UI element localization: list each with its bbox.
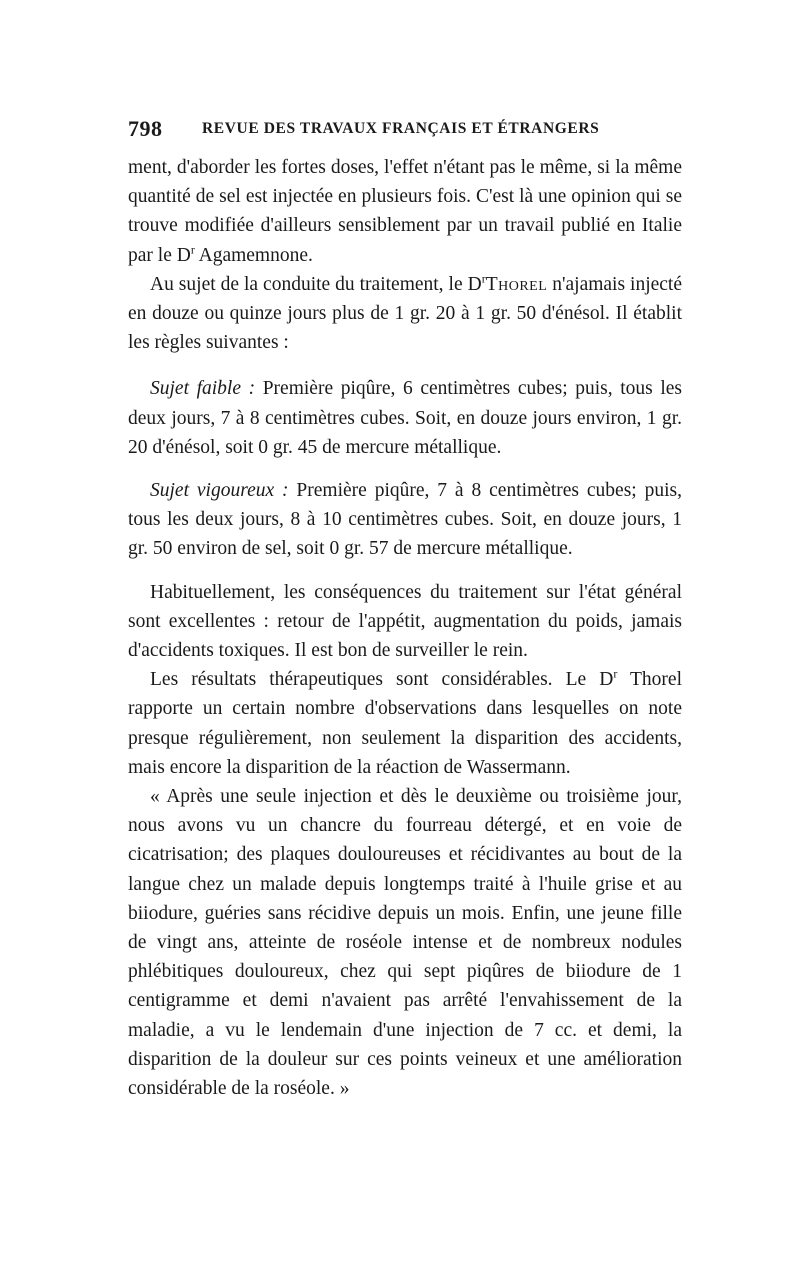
page-header: [128, 116, 688, 144]
subject-label: Sujet faible :: [150, 378, 256, 400]
doctor-abbrev-sup: r: [190, 242, 195, 257]
paragraph-consequences: [128, 578, 682, 666]
subject-label: Sujet vigoureux :: [150, 480, 289, 502]
body-text: [128, 153, 682, 1103]
paragraph-text: Au sujet de la conduite du traitement, le: [150, 273, 468, 295]
paragraph-text: « Après une seule injection et dès le deuxième ou troisième jour, nous avons vu un chancre du fourreau détergé, et en voie de cicatrisation; des plaques douloureuses et récidivantes au bout de la langue chez un malade depuis longtemps traité à l'huile grise et au biiodure, guéries sans récidive depuis un mois. Enfin, une jeune fille de vingt ans, atteinte de roséole intense et de nombreux nodules phlébitiques douloureux, chez qui sept piqûres de biiodure de 1 centigramme et demi n'avaient pas arrêté l'envahissement de la maladie, a vu le lendemain d'une injection de 7 cc. et demi, la disparition de la douleur sur ces points veineux et une amélioration considérable de la roséole. »: [128, 786, 682, 1100]
paragraph-text: ment, d'aborder les fortes doses, l'effet n'étant pas le même, si la même quantité de sel est injectée en plusieurs fois. C'est là une opinion qui se trouve modifiée d'ailleurs sensiblement par un travail publié en Italie par le: [128, 157, 682, 266]
paragraph-text: Thorel rapporte un certain nombre d'observations dans lesquelles on note presque régulièrement, non seulement la disparition des accidents, mais encore la disparition de la réaction de Wassermann.: [128, 669, 682, 778]
doctor-abbrev: D: [176, 244, 191, 266]
paragraph-text: Les résultats thérapeutiques sont considérables. Le: [150, 669, 600, 691]
paragraph-results: [128, 665, 682, 782]
doctor-abbrev: D: [599, 669, 614, 691]
doctor-abbrev: D: [467, 273, 482, 295]
doctor-abbrev-sup: r: [481, 271, 486, 286]
paragraph-continuation: [128, 153, 682, 270]
paragraph-text: Première piqûre, 7 à 8 centimètres cubes; puis, tous les deux jours, 8 à 10 centimètres cubes. Soit, en douze jours, 1 gr. 50 environ de sel, soit 0 gr. 57 de mercure métallique.: [128, 480, 682, 560]
page-number: 798: [128, 116, 163, 141]
paragraph-text: Agamemnone.: [194, 244, 313, 266]
paragraph-quotation: [128, 782, 682, 1103]
doctor-abbrev-sup: r: [613, 666, 618, 681]
author-name: Thorel: [485, 273, 548, 295]
paragraph-weak-subject: [128, 374, 682, 462]
running-title: REVUE DES TRAVAUX FRANÇAIS ET ÉTRANGERS: [202, 120, 600, 137]
paragraph-text: Première piqûre, 6 centimètres cubes; puis, tous les deux jours, 7 à 8 centimètres cubes. Soit, en douze jours environ, 1 gr. 20 d'énésol, soit 0 gr. 45 de mercure métallique.: [128, 378, 682, 458]
paragraph-text: Habituellement, les conséquences du traitement sur l'état général sont excellentes : retour de l'appétit, augmentation du poids, jamais d'accidents toxiques. Il est bon de surveiller le rein.: [128, 581, 682, 662]
paragraph-strong-subject: [128, 476, 682, 564]
paragraph-text: n'ajamais injecté en douze ou quinze jours plus de 1 gr. 20 à 1 gr. 50 d'énésol. Il établit les règles suivantes :: [128, 273, 683, 354]
paragraph-treatment: [128, 270, 682, 358]
